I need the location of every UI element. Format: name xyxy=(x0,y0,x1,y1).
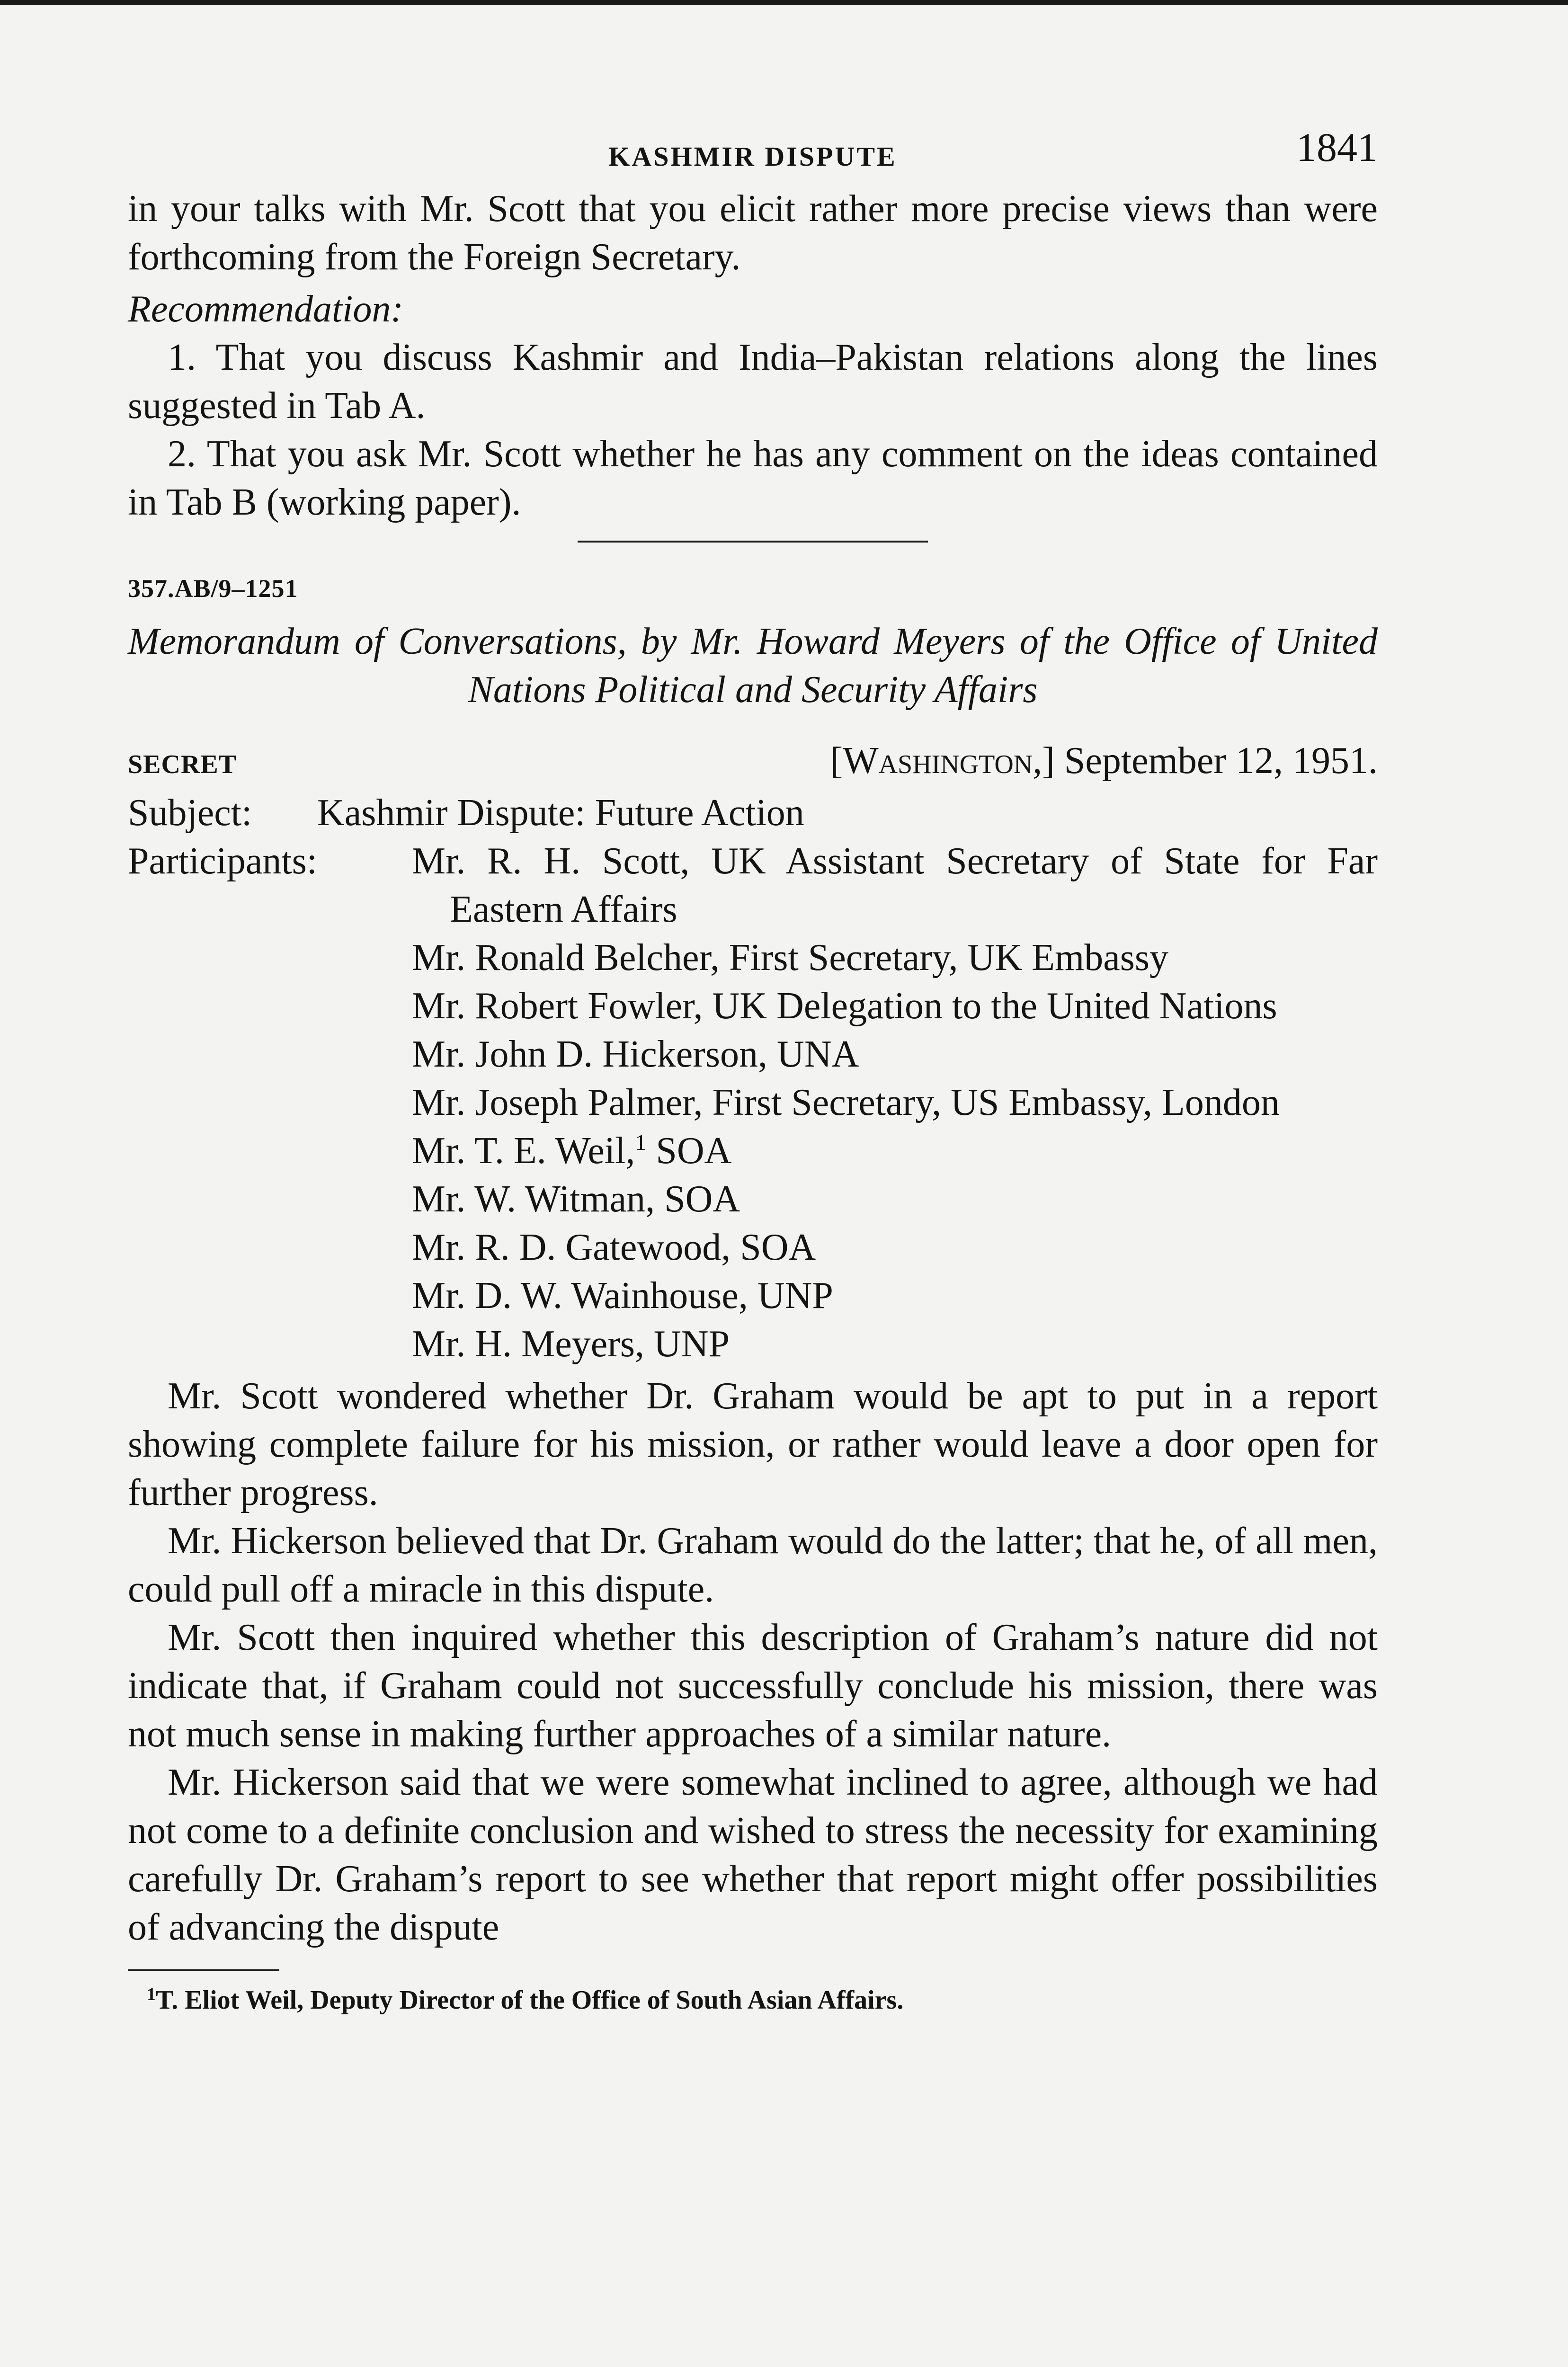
subject-row xyxy=(128,789,1378,837)
footnote-divider xyxy=(128,1969,279,1971)
participant-item-weil xyxy=(412,1127,1378,1175)
participant-name: Mr. T. E. Weil, xyxy=(412,1130,635,1172)
participants-list xyxy=(412,837,1378,1368)
participant-item: Mr. Robert Fowler, UK Delegation to the United Nations xyxy=(412,985,1277,1027)
memo-body xyxy=(128,1372,1378,1951)
participant-item: Mr. W. Witman, SOA xyxy=(412,1178,740,1220)
participants-label: Participants: xyxy=(128,840,317,882)
section-divider xyxy=(578,541,928,543)
footnote-mark: 1 xyxy=(147,1984,156,2004)
body-paragraph: Mr. Hickerson believed that Dr. Graham would do the latter; that he, of all men, could pull off a miracle in this dispute. xyxy=(128,1520,1378,1610)
body-paragraph: Mr. Scott wondered whether Dr. Graham would be apt to put in a report showing complete failure for his mission, or rather would leave a door open for further progress. xyxy=(128,1375,1378,1513)
place-date xyxy=(830,737,1378,785)
subject-text: Kashmir Dispute: Future Action xyxy=(317,792,804,834)
footnote xyxy=(128,1984,1378,2017)
file-number: 357.AB/9–1251 xyxy=(128,574,298,603)
top-border xyxy=(0,0,1568,5)
footnote-text: T. Eliot Weil, Deputy Director of the Office of South Asian Affairs. xyxy=(156,1985,904,2015)
recommendation-item-2: 2. That you ask Mr. Scott whether he has any comment on the ideas contained in Tab B (working paper). xyxy=(128,433,1378,523)
participant-office: SOA xyxy=(646,1130,732,1172)
place: [Washington,] xyxy=(830,740,1055,782)
participant-item: Mr. Joseph Palmer, First Secretary, US Embassy, London xyxy=(412,1082,1280,1123)
page-number: 1841 xyxy=(1296,125,1378,170)
date: September 12, 1951. xyxy=(1064,740,1378,782)
footnote-reference[interactable]: 1 xyxy=(635,1130,647,1155)
dateline xyxy=(128,737,1378,789)
continuation-paragraph: in your talks with Mr. Scott that you elicit rather more precise views than were forthcoming from the Foreign Secretary. xyxy=(128,188,1378,278)
memo-title: Memorandum of Conversations, by Mr. Howard Meyers of the Office of United Nations Political and Security Affairs xyxy=(128,621,1378,711)
body-paragraph: Mr. Scott then inquired whether this description of Graham’s nature did not indicate that, if Graham could not successfully conclude his mission, there was not much sense in making further approaches of a similar nature. xyxy=(128,1617,1378,1755)
participant-item: Mr. Ronald Belcher, First Secretary, UK Embassy xyxy=(412,937,1168,979)
document-page xyxy=(128,123,1378,2017)
page-header xyxy=(128,123,1378,185)
body-paragraph: Mr. Hickerson said that we were somewhat inclined to agree, although we had not come to a definite conclusion and wished to stress the necessity for examining carefully Dr. Graham’s report to see whether that report might offer possibilities of advancing the dispute xyxy=(128,1762,1378,1948)
participant-item: Mr. R. D. Gatewood, SOA xyxy=(412,1227,816,1268)
participant-item: Mr. D. W. Wainhouse, UNP xyxy=(412,1275,833,1317)
participants-row xyxy=(128,837,1378,1368)
classification: SECRET xyxy=(128,750,237,779)
running-head: KASHMIR DISPUTE xyxy=(608,141,897,172)
participant-item: Mr. R. H. Scott, UK Assistant Secretary of State for Far Eastern Affairs xyxy=(412,840,1378,930)
recommendation-item-1: 1. That you discuss Kashmir and India–Pakistan relations along the lines suggested in Tab A. xyxy=(128,337,1378,427)
subject-label: Subject: xyxy=(128,792,252,834)
participant-item: Mr. H. Meyers, UNP xyxy=(412,1323,730,1365)
participant-item: Mr. John D. Hickerson, UNA xyxy=(412,1033,859,1075)
recommendation-heading: Recommendation: xyxy=(128,288,404,330)
